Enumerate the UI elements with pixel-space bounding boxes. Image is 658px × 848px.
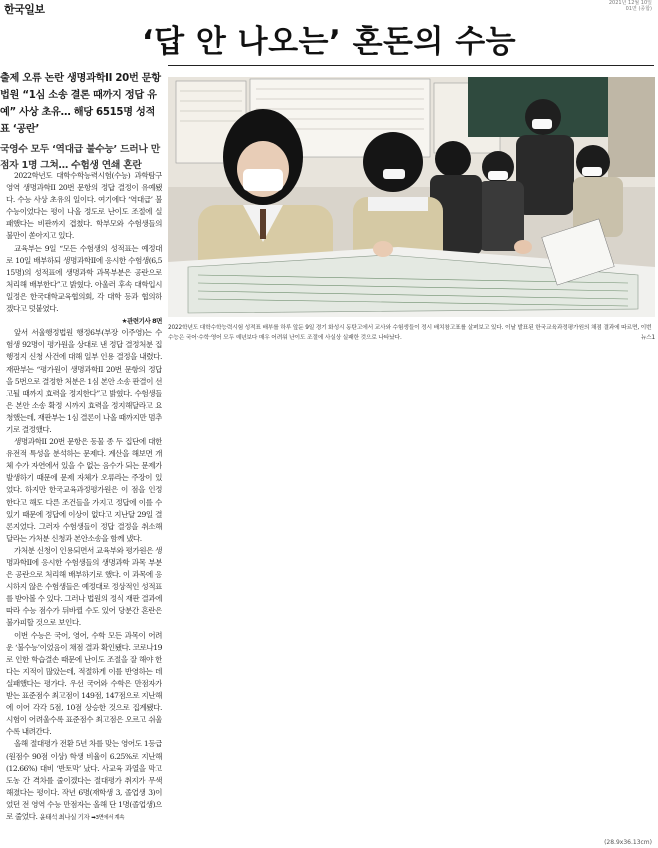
- article-paragraph: 가처분 신청이 인용되면서 교육부와 평가원은 생명과학II에 응시한 수험생들의 생명과학 과목 부분은 공란으로 처리해 배부하기로 했다. 이 과목에 응시하지 않은 수험생들은 예정대로 정상적인 성적표를 받아볼 수 있다. 그러나 법원의 정식 재판 결과에 따라 수능 점수가 뒤바뀔 수도 있어 당분간 혼란은 불가피할 것으로 보인다.: [6, 545, 162, 628]
- news-photo: [168, 77, 655, 317]
- masthead: [0, 0, 658, 14]
- page-headline: ‘답 안 나오는’ 혼돈의 수능: [141, 24, 517, 60]
- page-section: 01면 (종합): [625, 6, 652, 12]
- page-size-note: (28.9x36.13cm): [604, 839, 652, 846]
- paragraph-text: 올해 절대평가 전환 5년 차를 맞는 영어도 1등급(원점수 90점 이상) 학생 비율이 6.25%로 지난해(12.66%) 대비 ‘반토막’ 났다. 사교육 과열을 막고 도농 간 격차를 줄이겠다는 절대평가 취지가 무색해졌다는 평이다. 작년 6명(재학생 3, 졸업생 3)이었던 전 영역 수능 만점자는 올해 단 1명(졸업생)으로 줄었다.: [6, 739, 162, 821]
- subheads: [0, 70, 162, 174]
- article-paragraph: 앞서 서울행정법원 행정6부(부장 이주영)는 수험생 92명이 평가원을 상대로 낸 정답 결정처분 집행정지 신청 사건에 대해 일부 인용 결정을 내렸다. 재판부는 “평가원이 생명과학II 20번 문항의 정답을 5번으로 결정한 처분은 1심 본안 소송 판결이 선고될 때까지 효력을 정지한다”고 밝혔다. 수험생들은 본안 소송 확정 시까지 효력을 정지해달라고 요청했는데, 재판부는 1심 결론이 나올 때까지만 멈추기로 결정했다.: [6, 328, 162, 434]
- caption-text: 2022학년도 대학수학능력시험 성적표 배부를 하루 앞둔 9일 경기 화성시 동탄고에서 교사와 수험생들이 정시 배치참고표를 살펴보고 있다. 이날 발표된 한국교육과정평가원의 채점 결과에 따르면, 이번 수능은 국어·수학·영어 모두 예년보다 매우 어려워 난이도 조절에 사실상 실패한 것으로 나타났다.: [168, 325, 652, 341]
- issue-date: 2021년 12월 10일: [608, 0, 652, 6]
- classroom-photo: [168, 77, 655, 317]
- subhead-secondary: 국영수 모두 ‘역대급 불수능’ 드러나 만점자 1명 그쳐… 수험생 연쇄 혼란: [0, 144, 160, 171]
- related-article-note: ★관련기사 8면: [121, 317, 162, 326]
- photo-credit: 뉴스1: [640, 335, 655, 341]
- article-body: [6, 170, 162, 838]
- article-paragraph: 생명과학II 20번 문항은 동물 종 두 집단에 대한 유전적 특성을 분석하는 문제다. 계산을 해보면 개체 수가 자연에서 있을 수 없는 음수가 되는 문제가 발생하기 때문에 문제 자체가 오류라는 주장이 있었다. 하지만 한국교육과정평가원은 이 점을 인정한다고 해도 다른 조건들을 가지고 정답에 이를 수 있기 때문에 정답에 이상이 없다고 지난달 29일 결론지었다. 그러자 수험생들이 정답 결정을 취소해달라는 가처분 신청과 본안소송을 함께 냈다.: [6, 437, 162, 543]
- issue-meta: [582, 0, 652, 12]
- subhead-primary: 출제 오류 논란 생명과학II 20번 문항 법원 “1심 소송 결론 때까지 정답 유예” 사상 초유… 해당 6515명 성적표 ‘공란’: [0, 73, 161, 135]
- photo-caption: [168, 323, 655, 343]
- byline: 윤태석 최나실 기자: [39, 812, 90, 821]
- continued-note: ➡3면에서 계속: [91, 814, 125, 821]
- divider: [168, 65, 654, 66]
- article-paragraph: 이번 수능은 국어, 영어, 수학 모든 과목이 어려운 ‘불수능’이었음이 채점 결과 확인됐다. 코로나19로 인한 학습결손 때문에 난이도 조절을 잘 해야 한다는 지적이 많았는데, 적절하게 이를 반영하는 데 실패했다는 평가다. 우선 국어와 수학은 만점자가 받는 표준점수 최고점이 149점, 147점으로 지난해에 이어 각각 5점, 10점 상승한 것으로 집계됐다. 시험이 어려울수록 표준점수 최고점은 오르고 쉬울수록 내려간다.: [6, 630, 162, 737]
- article-paragraph: 2022학년도 대학수학능력시험(수능) 과학탐구영역 생명과학II 20번 문항의 정답 결정이 유예됐다. 수능 사상 초유의 일이다. 여기에다 ‘역대급’ 불수능이었다는 평이 나올 정도로 난이도 조절에 실패했다는 비판까지 겹쳤다. 학부모와 수험생들의 불만이 쏟아지고 있다.: [6, 171, 162, 241]
- article-paragraph: [6, 738, 162, 824]
- newspaper-logo: 한국일보: [4, 3, 45, 16]
- article-paragraph: 교육부는 9일 “모든 수험생의 성적표는 예정대로 10일 배부하되 생명과학II에 응시한 수험생(6,515명)의 성적표에 생명과학 과목부분은 공란으로 처리해 배부한다”고 밝혔다. 아울러 후속 대학입시 일정은 한국대학교육협의회, 각 대학 등과 협의하겠다고 덧붙였다.: [6, 243, 162, 314]
